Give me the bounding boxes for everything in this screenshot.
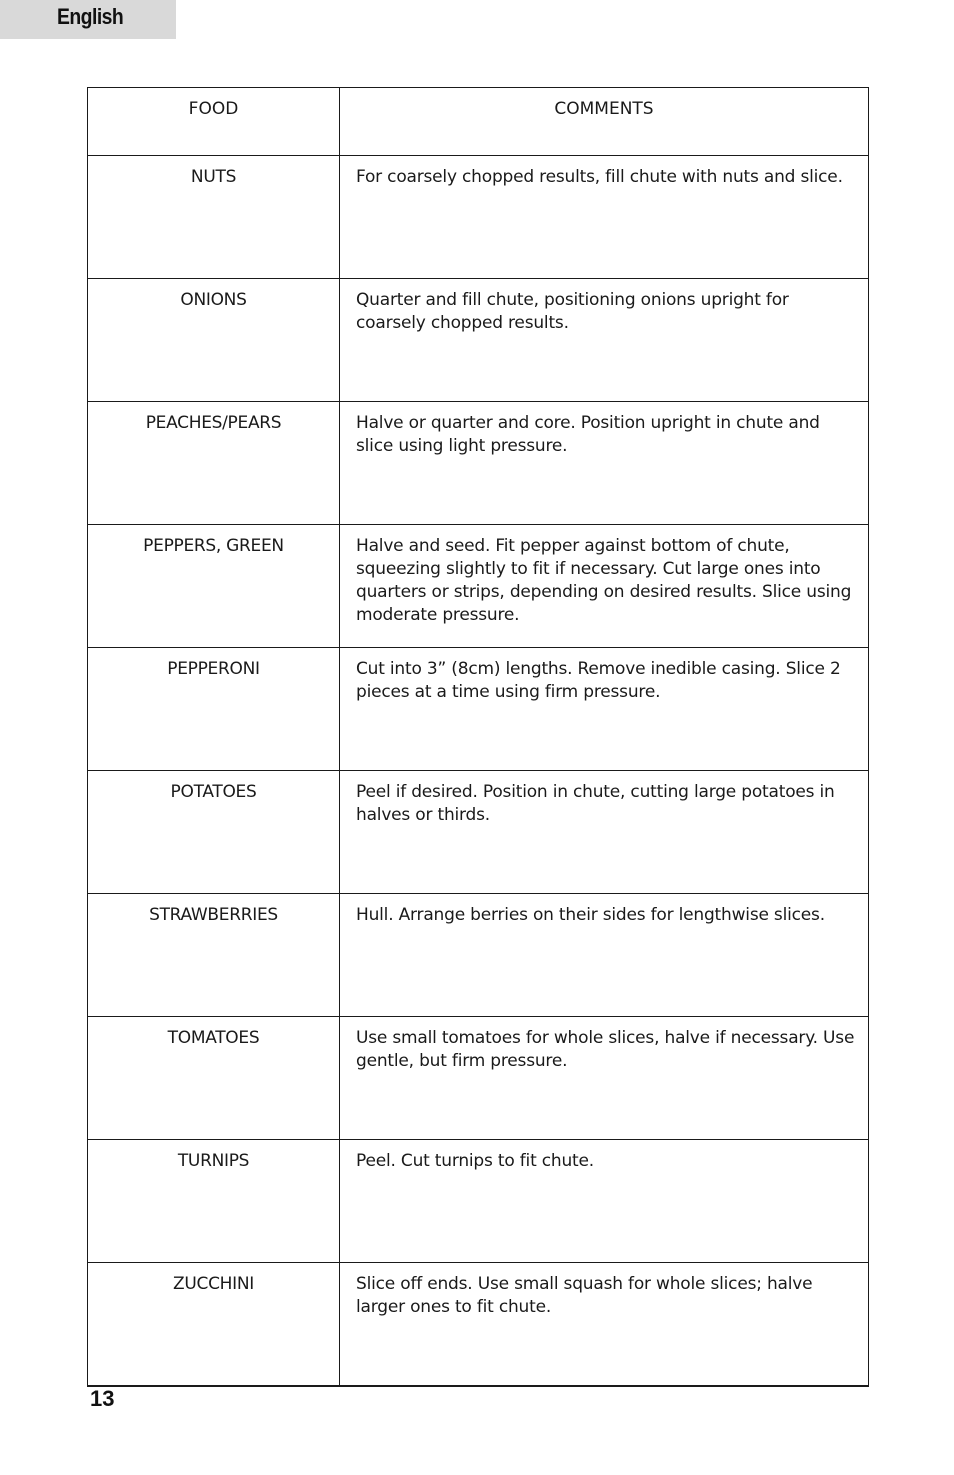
food-cell: TURNIPS <box>88 1140 340 1263</box>
table-row <box>88 156 869 279</box>
table-row <box>88 648 869 771</box>
comment-cell: Peel if desired. Position in chute, cutting large potatoes in halves or thirds. <box>340 771 869 894</box>
language-label: English <box>57 4 124 29</box>
comment-cell: Cut into 3” (8cm) lengths. Remove inedible casing. Slice 2 pieces at a time using firm pressure. <box>340 648 869 771</box>
comment-cell: Slice off ends. Use small squash for whole slices; halve larger ones to fit chute. <box>340 1263 869 1386</box>
table-row <box>88 1263 869 1386</box>
comment-cell: Hull. Arrange berries on their sides for lengthwise slices. <box>340 894 869 1017</box>
comment-cell: Use small tomatoes for whole slices, halve if necessary. Use gentle, but firm pressure. <box>340 1017 869 1140</box>
comment-cell: For coarsely chopped results, fill chute with nuts and slice. <box>340 156 869 279</box>
language-tab <box>0 0 176 39</box>
food-slicing-table <box>87 87 869 1387</box>
page-number: 13 <box>90 1386 115 1411</box>
comment-cell: Halve or quarter and core. Position upright in chute and slice using light pressure. <box>340 402 869 525</box>
column-header-comments: COMMENTS <box>340 88 869 156</box>
food-cell: NUTS <box>88 156 340 279</box>
table-header-row <box>88 88 869 156</box>
table-row <box>88 525 869 648</box>
table-row <box>88 279 869 402</box>
comment-cell: Halve and seed. Fit pepper against bottom of chute, squeezing slightly to fit if necessary. Cut large ones into quarters or strips, depending on desired results. Slice using moderate pressure. <box>340 525 869 648</box>
food-cell: PEPPERS, GREEN <box>88 525 340 648</box>
comment-cell: Quarter and fill chute, positioning onions upright for coarsely chopped results. <box>340 279 869 402</box>
food-cell: ZUCCHINI <box>88 1263 340 1386</box>
food-cell: PEPPERONI <box>88 648 340 771</box>
table-row <box>88 1017 869 1140</box>
food-cell: TOMATOES <box>88 1017 340 1140</box>
food-cell: STRAWBERRIES <box>88 894 340 1017</box>
table-row <box>88 771 869 894</box>
table-row <box>88 1140 869 1263</box>
food-cell: PEACHES/PEARS <box>88 402 340 525</box>
comment-cell: Peel. Cut turnips to fit chute. <box>340 1140 869 1263</box>
column-header-food: FOOD <box>88 88 340 156</box>
table-row <box>88 402 869 525</box>
table-row <box>88 894 869 1017</box>
food-cell: POTATOES <box>88 771 340 894</box>
food-cell: ONIONS <box>88 279 340 402</box>
